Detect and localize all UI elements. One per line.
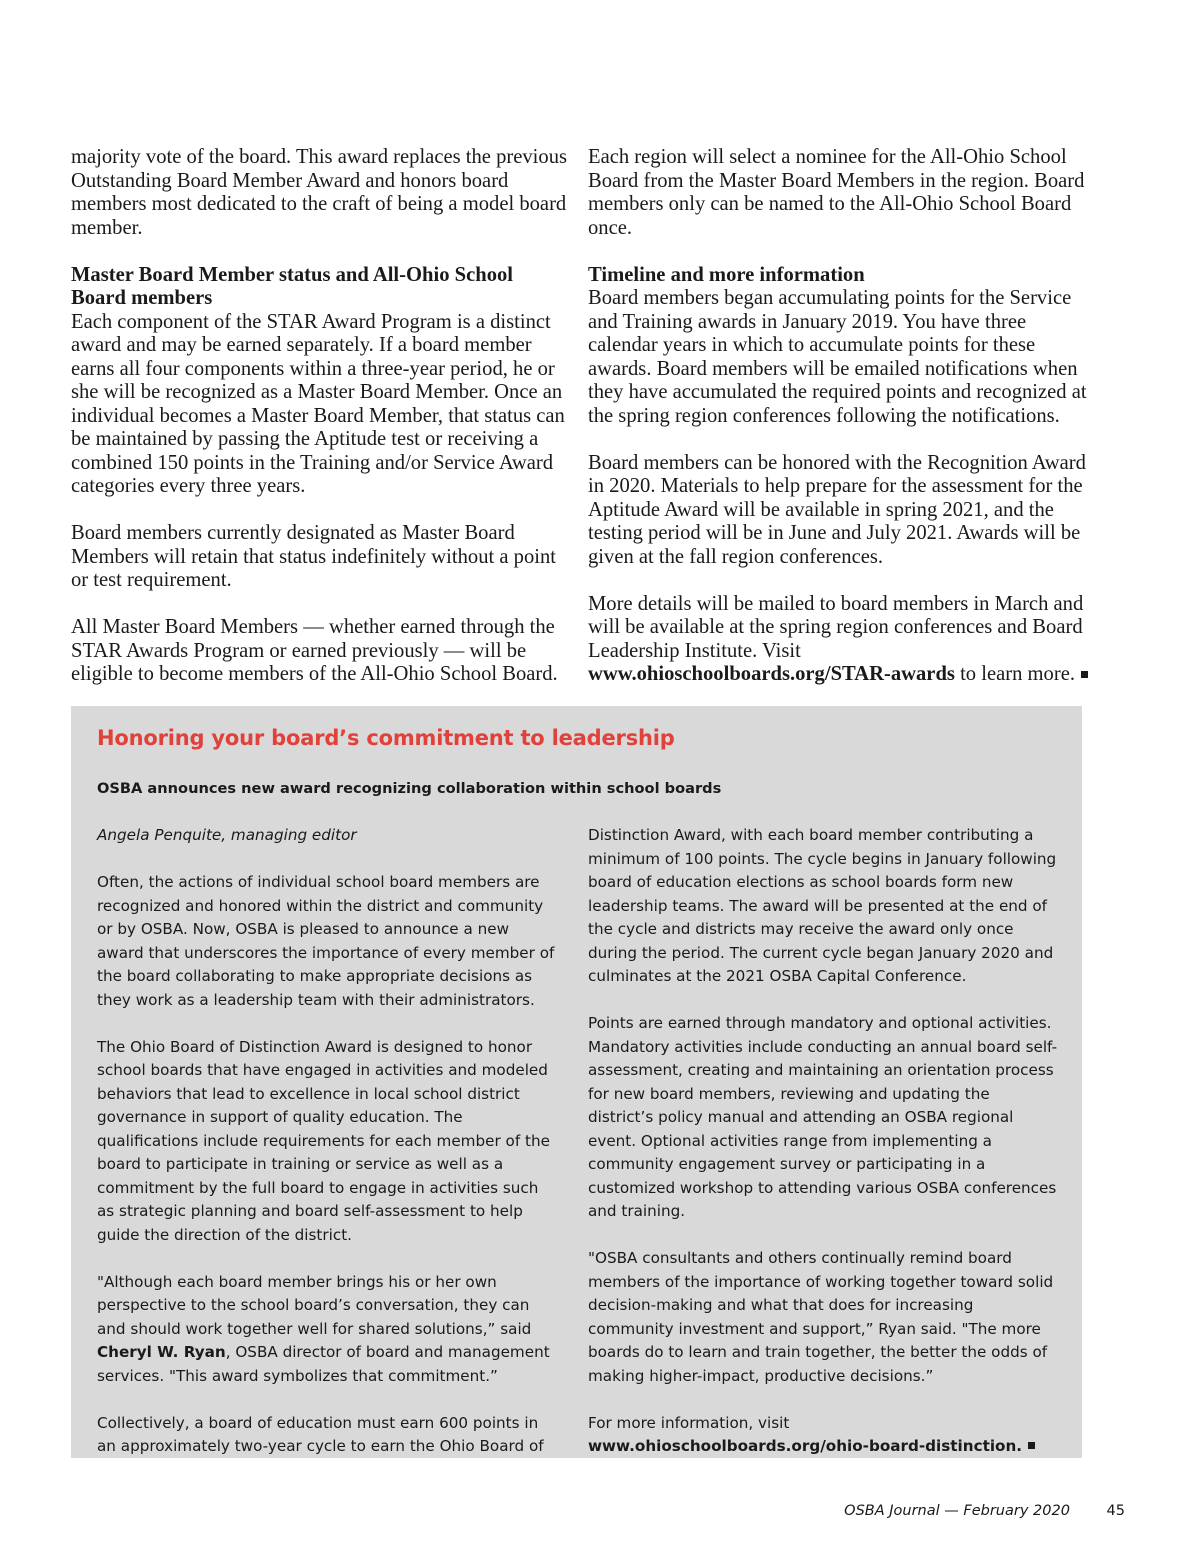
sidebar-box	[71, 706, 1082, 1458]
right-article-column	[588, 146, 1088, 710]
journal-title: OSBA Journal — February 2020	[844, 1503, 1070, 1519]
sidebar-subtitle: OSBA announces new award recognizing collaboration within school boards	[97, 780, 722, 797]
left-paragraph-1: majority vote of the board. This award replaces the previous Outstanding Board Member Award and honors board members most dedicated to the craft of being a model board member.	[71, 146, 567, 239]
star-awards-link[interactable]: www.ohioschoolboards.org/STAR-awards	[588, 663, 955, 685]
quote-tail: , OSBA director of board and management services. "This award symbolizes that commitment.”	[97, 1343, 550, 1385]
quote-text: "Although each board member brings his or her own perspective to the school board’s conversation, they can and should work together well for shared solutions,” said	[97, 1272, 532, 1338]
left-article-column	[71, 146, 571, 710]
byline: Angela Penquite, managing editor	[97, 826, 357, 844]
sidebar-title: Honoring your board’s commitment to leadership	[97, 726, 675, 750]
page-number: 45	[1106, 1503, 1125, 1519]
sidebar-left-paragraph-3	[97, 1271, 559, 1389]
sidebar-left-paragraph-1: Often, the actions of individual school board members are recognized and honored within the district and community or by OSBA. Now, OSBA is pleased to announce a new award that underscores the importance of every member of the board collaborating to make appropriate decisions as they work as a leadership team with their administrators.	[97, 873, 555, 1009]
left-paragraph-3: Board members currently designated as Master Board Members will retain that status indefinitely without a point or test requirement.	[71, 522, 557, 591]
more-info-text: For more information, visit	[588, 1413, 790, 1432]
right-paragraph-4-tail: to learn more.	[954, 663, 1076, 685]
sidebar-right-paragraph-1: Distinction Award, with each board member contributing a minimum of 100 points. The cycle begins in January following board of education elections as school boards form new leadership teams. The award will be presented at the end of the cycle and districts may receive the award only once during the period. The current cycle began January 2020 and culminates at the 2021 OSBA Capital Conference.	[588, 826, 1057, 985]
sidebar-right-paragraph-3: "OSBA consultants and others continually remind board members of the importance of working together toward solid decision-making and what that does for increasing community investment and support,” Ryan said. "The more boards do to learn and train together, the better the odds of making higher-impact, productive decisions.”	[588, 1249, 1054, 1385]
sidebar-left-column	[97, 824, 559, 1482]
sidebar-right-column	[588, 824, 1058, 1482]
board-distinction-link[interactable]: www.ohioschoolboards.org/ohio-board-distinction	[588, 1437, 1017, 1455]
sidebar-right-paragraph-4	[588, 1412, 1058, 1459]
sidebar-left-paragraph-4: Collectively, a board of education must earn 600 points in an approximately two-year cycle to earn the Ohio Board of	[97, 1413, 544, 1455]
sidebar-left-paragraph-2: The Ohio Board of Distinction Award is designed to honor school boards that have engaged in activities and modeled behaviors that lead to excellence in local school district governance in support of quality education. The qualifications include requirements for each member of the board to participate in training or service as well as a commitment by the full board to engage in activities such as strategic planning and board self-assessment to help guide the direction of the district.	[97, 1037, 550, 1244]
sidebar-right-paragraph-2: Points are earned through mandatory and optional activities. Mandatory activities include conducting an annual board self-assessment, creating and maintaining an orientation process for new board members, reviewing and updating the district’s policy manual and attending an OSBA regional event. Optional activities range from implementing a community engagement survey or participating in a customized workshop to attending various OSBA conferences and training.	[588, 1014, 1058, 1220]
left-paragraph-4: All Master Board Members — whether earned through the STAR Awards Program or earned previously — will be eligible to become members of the All-Ohio School Board.	[71, 616, 558, 685]
end-mark-icon	[1028, 1442, 1035, 1449]
link-period: .	[1016, 1437, 1023, 1455]
speaker-name: Cheryl W. Ryan	[97, 1343, 226, 1361]
page-footer	[844, 1503, 1125, 1519]
right-paragraph-4	[588, 593, 1088, 687]
end-mark-icon	[1081, 671, 1088, 678]
right-paragraph-4-text: More details will be mailed to board members in March and will be available at the spring region conferences and Board Leadership Institute. Visit	[588, 592, 1084, 662]
right-paragraph-3: Board members can be honored with the Recognition Award in 2020. Materials to help prepare for the assessment for the Aptitude Award will be available in spring 2021, and the testing period will be in June and July 2021. Awards will be given at the fall region conferences.	[588, 451, 1086, 568]
left-paragraph-2: Each component of the STAR Award Program is a distinct award and may be earned separately. If a board member earns all four components within a three-year period, he or she will be recognized as a Master Board Member. Once an individual becomes a Master Board Member, that status can be maintained by passing the Aptitude test or receiving a combined 150 points in the Training and/or Service Award categories every three years.	[71, 310, 565, 497]
right-paragraph-1: Each region will select a nominee for the All-Ohio School Board from the Master Board Members in the region. Board members only can be named to the All-Ohio School Board once.	[588, 146, 1085, 239]
timeline-heading: Timeline and more information	[588, 263, 865, 286]
master-board-heading: Master Board Member status and All-Ohio School Board members	[71, 263, 514, 309]
right-paragraph-2: Board members began accumulating points for the Service and Training awards in January 2019. You have three calendar years in which to accumulate points for these awards. Board members will be emailed notifications when they have accumulated the required points and recognized at the spring region conferences following the notifications.	[588, 287, 1087, 427]
